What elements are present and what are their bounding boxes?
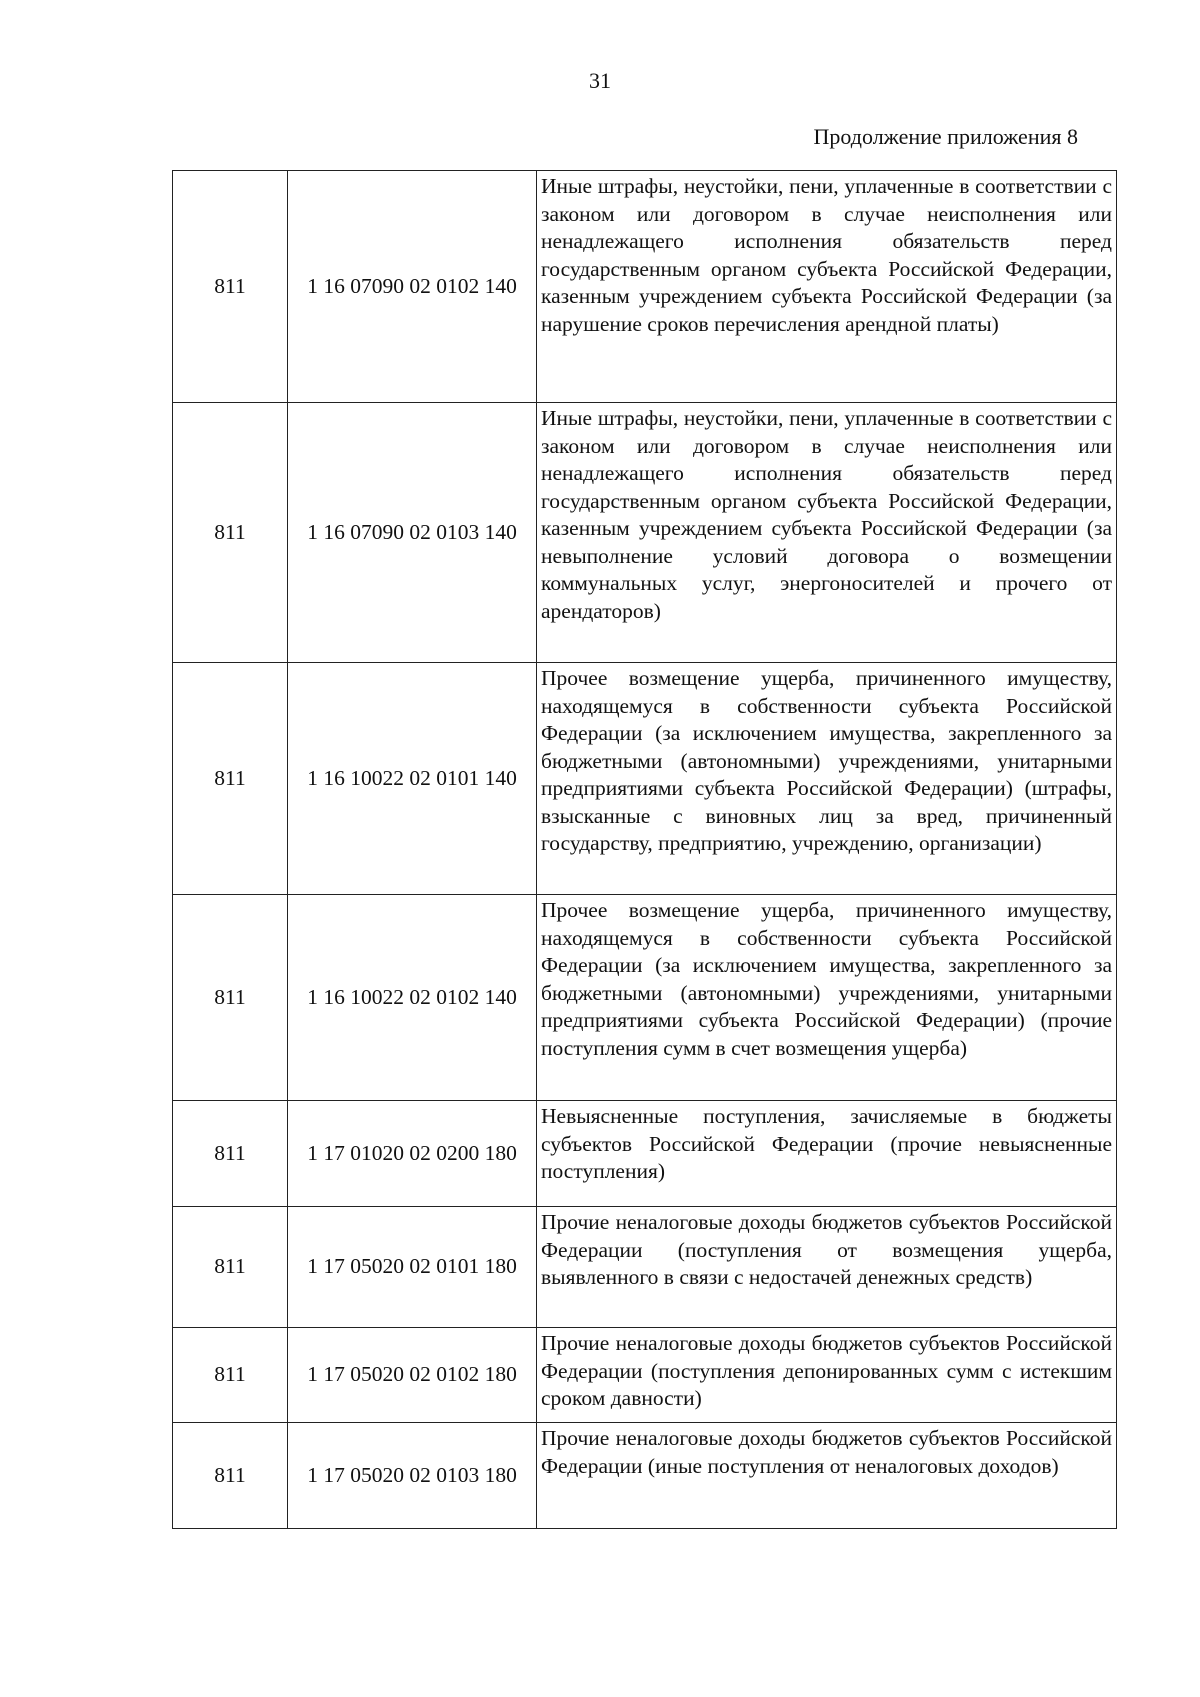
admin-code-cell: 811 [173,663,288,895]
description-cell: Иные штрафы, неустойки, пени, уплаченные в соответствии с законом или договором в случае неисполнения или ненадлежащего исполнения обязательств перед государственным органом субъекта Российской Федерации, казенным учреждением субъекта Российской Федерации (за нарушение сроков перечисления арендной платы) [537,171,1117,403]
description-cell: Иные штрафы, неустойки, пени, уплаченные в соответствии с законом или договором в случае неисполнения или ненадлежащего исполнения обязательств перед государственным органом субъекта Российской Федерации, казенным учреждением субъекта Российской Федерации (за невыполнение условий договора о возмещении коммунальных услуг, энергоносителей и прочего от арендаторов) [537,403,1117,663]
table-row [173,1101,1117,1207]
admin-code-cell: 811 [173,1328,288,1423]
description-cell: Прочие неналоговые доходы бюджетов субъектов Российской Федерации (поступления депонированных сумм с истекшим сроком давности) [537,1328,1117,1423]
table-row [173,1423,1117,1529]
table-row [173,403,1117,663]
admin-code-cell: 811 [173,1423,288,1529]
table-row [173,1207,1117,1328]
appendix-continuation-note: Продолжение приложения 8 [813,124,1078,149]
income-code-cell: 1 17 05020 02 0103 180 [288,1423,537,1529]
income-code-cell: 1 16 10022 02 0101 140 [288,663,537,895]
description-cell: Прочее возмещение ущерба, причиненного имуществу, находящемуся в собственности субъекта Российской Федерации (за исключением имущества, закрепленного за бюджетными (автономными) учреждениями, унитарными предприятиями субъекта Российской Федерации) (штрафы, взысканные с виновных лиц за вред, причиненный государству, предприятию, учреждению, организации) [537,663,1117,895]
income-code-cell: 1 16 07090 02 0103 140 [288,403,537,663]
income-code-cell: 1 17 05020 02 0101 180 [288,1207,537,1328]
income-code-cell: 1 17 05020 02 0102 180 [288,1328,537,1423]
page-number: 31 [589,68,611,93]
description-cell: Прочее возмещение ущерба, причиненного имуществу, находящемуся в собственности субъекта Российской Федерации (за исключением имущества, закрепленного за бюджетными (автономными) учреждениями, унитарными предприятиями субъекта Российской Федерации) (прочие поступления сумм в счет возмещения ущерба) [537,895,1117,1101]
description-cell: Прочие неналоговые доходы бюджетов субъектов Российской Федерации (иные поступления от неналоговых доходов) [537,1423,1117,1529]
table-row [173,1328,1117,1423]
admin-code-cell: 811 [173,895,288,1101]
admin-code-cell: 811 [173,1101,288,1207]
income-code-cell: 1 16 07090 02 0102 140 [288,171,537,403]
description-cell: Невыясненные поступления, зачисляемые в бюджеты субъектов Российской Федерации (прочие невыясненные поступления) [537,1101,1117,1207]
admin-code-cell: 811 [173,171,288,403]
table-row [173,895,1117,1101]
admin-code-cell: 811 [173,1207,288,1328]
table-row [173,171,1117,403]
income-code-cell: 1 16 10022 02 0102 140 [288,895,537,1101]
admin-code-cell: 811 [173,403,288,663]
income-code-cell: 1 17 01020 02 0200 180 [288,1101,537,1207]
table-row [173,663,1117,895]
budget-classification-table [172,170,1117,1529]
description-cell: Прочие неналоговые доходы бюджетов субъектов Российской Федерации (поступления от возмещения ущерба, выявленного в связи с недостачей денежных средств) [537,1207,1117,1328]
